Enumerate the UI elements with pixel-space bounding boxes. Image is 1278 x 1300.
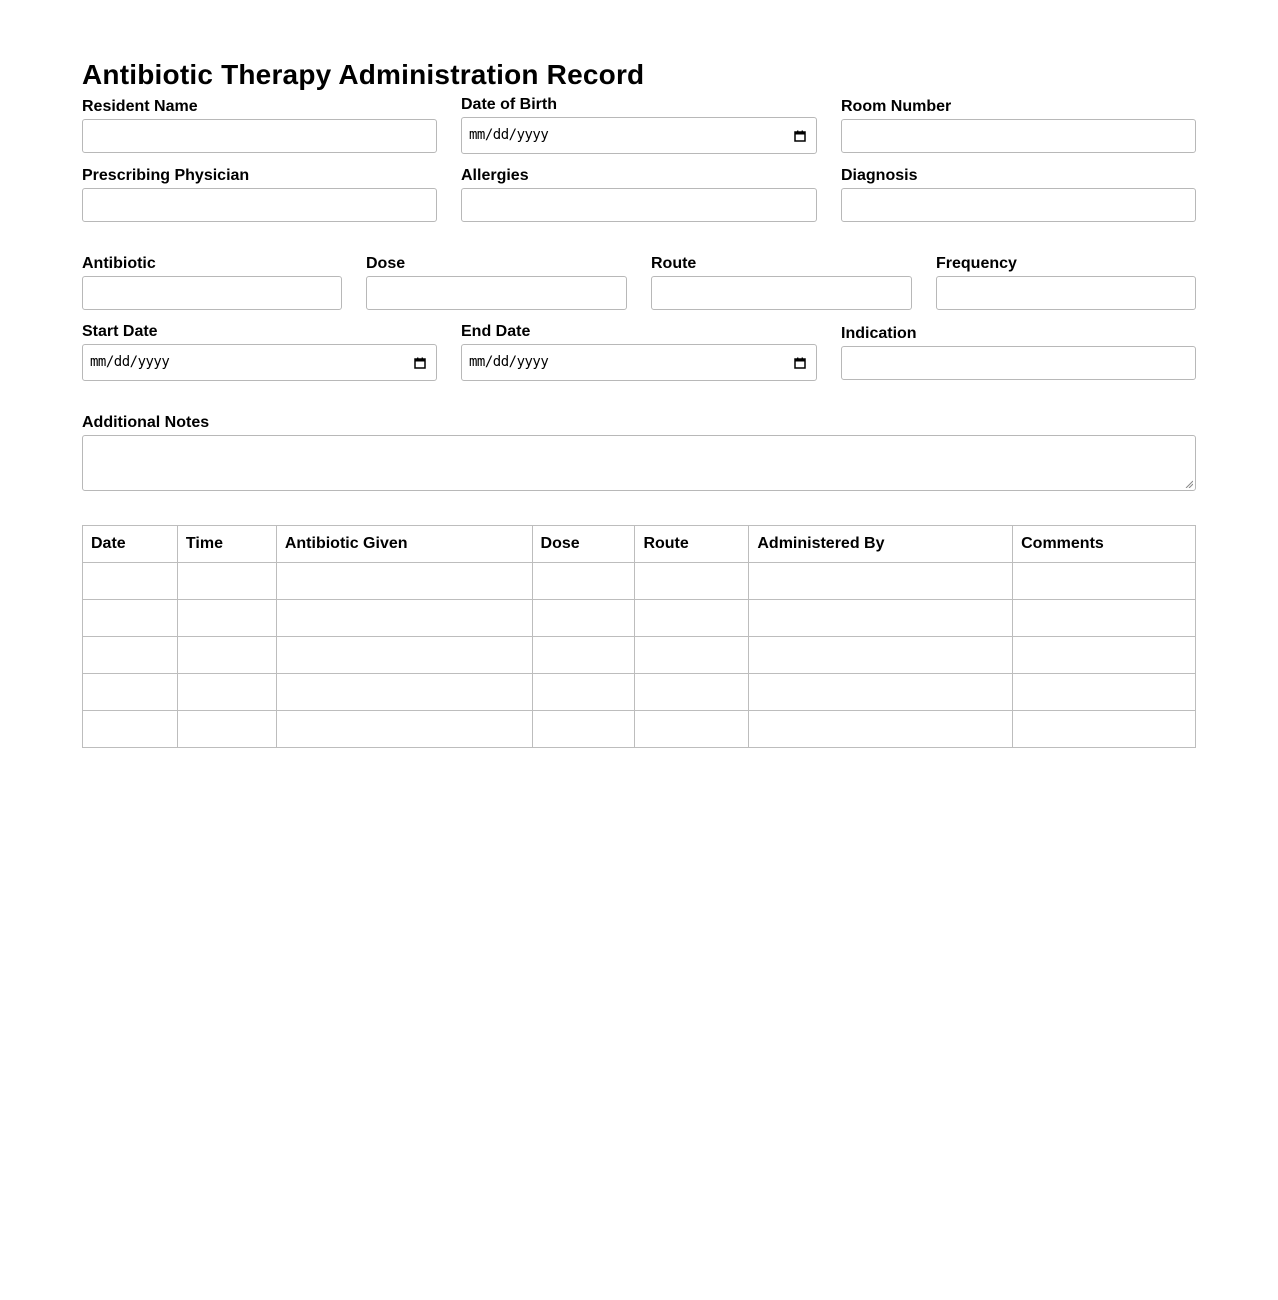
frequency-input[interactable]	[936, 276, 1196, 310]
table-row	[83, 600, 1196, 637]
additional-notes-textarea[interactable]	[82, 435, 1196, 491]
table-cell[interactable]	[749, 674, 1013, 711]
table-cell[interactable]	[177, 563, 276, 600]
room-number-input[interactable]	[841, 119, 1196, 153]
table-cell[interactable]	[749, 600, 1013, 637]
diagnosis-label: Diagnosis	[841, 167, 918, 184]
table-cell[interactable]	[532, 563, 635, 600]
table-row	[83, 674, 1196, 711]
route-group	[651, 255, 912, 310]
prescribing-physician-input[interactable]	[82, 188, 437, 222]
room-number-group	[841, 98, 1196, 153]
table-cell[interactable]	[532, 637, 635, 674]
table-cell[interactable]	[276, 563, 532, 600]
table-cell[interactable]	[635, 563, 749, 600]
route-label: Route	[651, 255, 697, 272]
end-date-input[interactable]	[461, 344, 817, 381]
table-cell[interactable]	[532, 674, 635, 711]
indication-group	[841, 325, 1196, 380]
table-cell[interactable]	[276, 674, 532, 711]
table-cell[interactable]	[635, 711, 749, 748]
table-row	[83, 637, 1196, 674]
table-row	[83, 711, 1196, 748]
end-date-placeholder: mm/dd/yyyy	[469, 354, 549, 370]
resident-name-label: Resident Name	[82, 98, 198, 115]
column-header-antibiotic-given: Antibiotic Given	[276, 526, 532, 563]
start-date-group	[82, 323, 437, 381]
resident-name-input[interactable]	[82, 119, 437, 153]
table-cell[interactable]	[177, 711, 276, 748]
resize-grip-icon[interactable]	[1185, 480, 1193, 488]
end-date-label: End Date	[461, 323, 531, 340]
column-header-date: Date	[83, 526, 178, 563]
route-input[interactable]	[651, 276, 912, 310]
column-header-dose: Dose	[532, 526, 635, 563]
date-of-birth-input[interactable]	[461, 117, 817, 154]
calendar-icon[interactable]	[414, 357, 426, 369]
calendar-icon[interactable]	[794, 357, 806, 369]
room-number-label: Room Number	[841, 98, 952, 115]
table-cell[interactable]	[1013, 711, 1196, 748]
table-cell[interactable]	[1013, 674, 1196, 711]
calendar-icon[interactable]	[794, 130, 806, 142]
table-cell[interactable]	[177, 674, 276, 711]
table-cell[interactable]	[1013, 600, 1196, 637]
table-header-row	[83, 526, 1196, 563]
indication-input[interactable]	[841, 346, 1196, 380]
date-of-birth-placeholder: mm/dd/yyyy	[469, 127, 549, 143]
table-cell[interactable]	[1013, 563, 1196, 600]
page-title: Antibiotic Therapy Administration Record	[82, 59, 645, 90]
allergies-label: Allergies	[461, 167, 529, 184]
table-cell[interactable]	[276, 637, 532, 674]
table-row	[83, 563, 1196, 600]
administration-log-table	[82, 525, 1196, 748]
table-cell[interactable]	[83, 563, 178, 600]
table-cell[interactable]	[749, 563, 1013, 600]
start-date-input[interactable]	[82, 344, 437, 381]
date-of-birth-group	[461, 96, 817, 154]
table-cell[interactable]	[177, 637, 276, 674]
table-cell[interactable]	[635, 674, 749, 711]
table-cell[interactable]	[635, 637, 749, 674]
antibiotic-group	[82, 255, 342, 310]
column-header-route: Route	[635, 526, 749, 563]
table-cell[interactable]	[532, 600, 635, 637]
prescribing-physician-label: Prescribing Physician	[82, 167, 250, 184]
frequency-label: Frequency	[936, 255, 1017, 272]
antibiotic-label: Antibiotic	[82, 255, 156, 272]
dose-label: Dose	[366, 255, 406, 272]
end-date-group	[461, 323, 817, 381]
start-date-placeholder: mm/dd/yyyy	[90, 354, 170, 370]
table-cell[interactable]	[749, 637, 1013, 674]
allergies-input[interactable]	[461, 188, 817, 222]
table-cell[interactable]	[83, 711, 178, 748]
diagnosis-group	[841, 167, 1196, 222]
allergies-group	[461, 167, 817, 222]
table-cell[interactable]	[276, 711, 532, 748]
table-cell[interactable]	[83, 600, 178, 637]
column-header-comments: Comments	[1013, 526, 1196, 563]
table-cell[interactable]	[532, 711, 635, 748]
table-cell[interactable]	[276, 600, 532, 637]
additional-notes-label: Additional Notes	[82, 414, 210, 431]
table-cell[interactable]	[1013, 637, 1196, 674]
column-header-administered-by: Administered By	[749, 526, 1013, 563]
column-header-time: Time	[177, 526, 276, 563]
resident-name-group	[82, 98, 437, 153]
frequency-group	[936, 255, 1196, 310]
table-cell[interactable]	[83, 674, 178, 711]
dose-input[interactable]	[366, 276, 627, 310]
diagnosis-input[interactable]	[841, 188, 1196, 222]
table-cell[interactable]	[635, 600, 749, 637]
prescribing-physician-group	[82, 167, 437, 222]
indication-label: Indication	[841, 325, 917, 342]
additional-notes-group	[82, 414, 1196, 491]
table-cell[interactable]	[83, 637, 178, 674]
dose-group	[366, 255, 627, 310]
start-date-label: Start Date	[82, 323, 158, 340]
antibiotic-input[interactable]	[82, 276, 342, 310]
table-cell[interactable]	[177, 600, 276, 637]
table-cell[interactable]	[749, 711, 1013, 748]
date-of-birth-label: Date of Birth	[461, 96, 557, 113]
